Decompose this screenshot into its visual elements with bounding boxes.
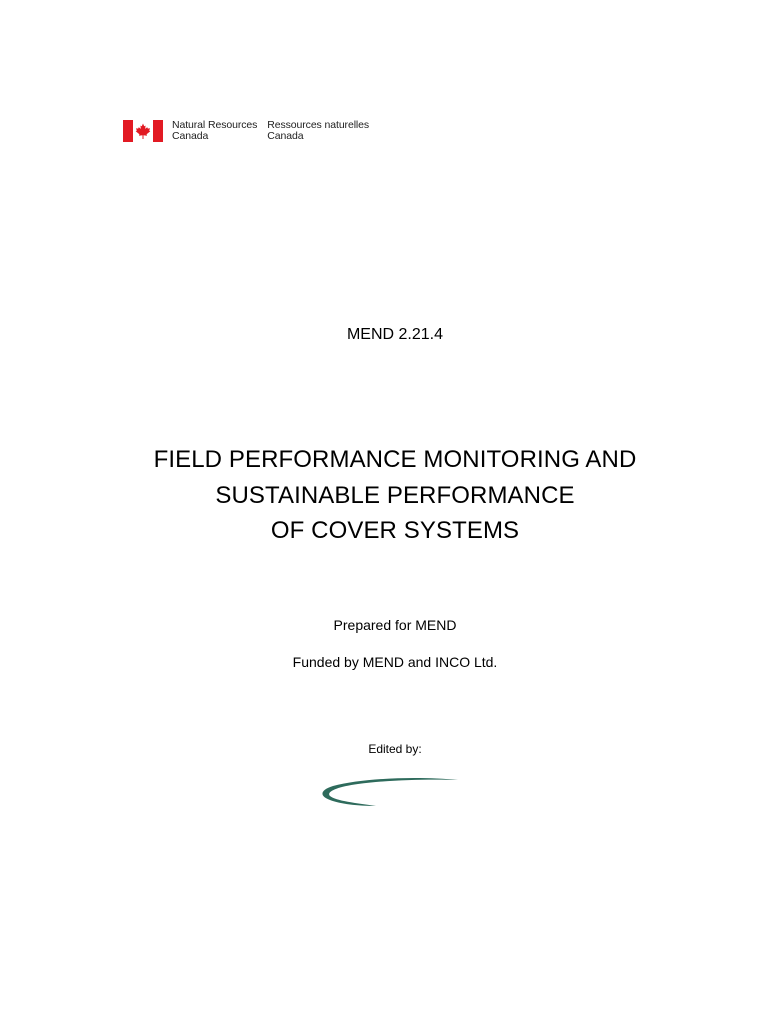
department-name-english-line1: Natural Resources bbox=[172, 119, 258, 131]
department-name-french-line1: Ressources naturelles bbox=[267, 119, 370, 131]
report-title-line: OF COVER SYSTEMS bbox=[270, 517, 520, 544]
canada-flag-icon bbox=[123, 120, 163, 142]
funded-by-text: Funded by MEND and INCO Ltd. bbox=[292, 654, 498, 670]
department-name-english-line2: Canada bbox=[172, 130, 209, 142]
department-name-english bbox=[172, 120, 257, 142]
report-title bbox=[0, 442, 768, 549]
department-name-french bbox=[267, 120, 369, 142]
department-name-french-line2: Canada bbox=[267, 130, 304, 142]
government-signature bbox=[123, 120, 369, 142]
report-title-line: FIELD PERFORMANCE MONITORING AND bbox=[153, 446, 637, 473]
report-number: MEND 2.21.4 bbox=[346, 326, 444, 343]
edited-by-label: Edited by: bbox=[368, 742, 422, 756]
swoosh-logo-icon bbox=[318, 774, 462, 810]
report-title-line: SUSTAINABLE PERFORMANCE bbox=[215, 481, 575, 509]
prepared-for-text: Prepared for MEND bbox=[333, 617, 457, 633]
